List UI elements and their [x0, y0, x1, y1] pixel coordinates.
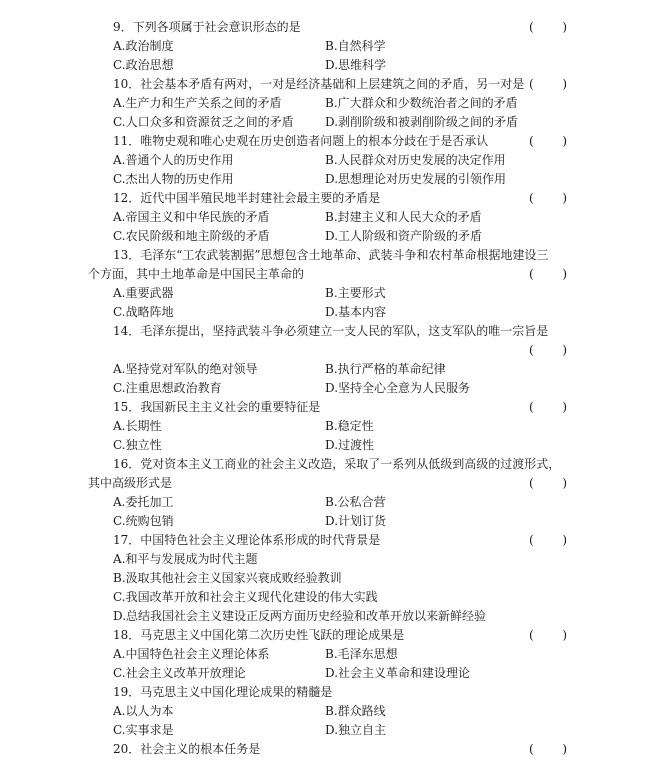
answer-blank[interactable]: ( ) [529, 628, 567, 642]
option-row [88, 37, 565, 56]
question-stem: 15．我国新民主主义社会的重要特征是 ( ) [88, 398, 565, 417]
question-stem: 14．毛泽东提出，坚持武装斗争必须建立一支人民的军队，这支军队的唯一宗旨是 [113, 324, 549, 338]
option-row [88, 588, 565, 607]
option-d[interactable]: D.坚持全心全意为人民服务 [325, 381, 471, 395]
option-row [88, 721, 565, 740]
answer-blank[interactable]: ( ) [529, 134, 567, 148]
question-stem: 19．马克思主义中国化理论成果的精髓是 [113, 685, 333, 699]
option-row [88, 379, 565, 398]
option-c[interactable]: C.战略阵地 [113, 305, 174, 319]
option-c[interactable]: C.实事求是 [113, 723, 174, 737]
option-b[interactable]: B.毛泽东思想 [325, 647, 398, 661]
option-a[interactable]: A.生产力和生产关系之间的矛盾 [113, 96, 282, 110]
option-c[interactable]: C.政治思想 [113, 58, 174, 72]
answer-blank[interactable]: ( ) [529, 476, 567, 490]
option-row [88, 113, 565, 132]
answer-blank[interactable]: ( ) [529, 77, 567, 91]
option-row [88, 56, 565, 75]
option-row [88, 607, 565, 626]
option-c[interactable]: C.统购包销 [113, 514, 174, 528]
option-b[interactable]: B.主要形式 [325, 286, 386, 300]
question-stem-continued: 其中高级形式是 ( ) [88, 474, 565, 493]
option-row [88, 284, 565, 303]
option-row [88, 436, 565, 455]
option-row [88, 664, 565, 683]
option-b[interactable]: B.公私合营 [325, 495, 386, 509]
option-c[interactable]: C.人口众多和资源贫乏之间的矛盾 [113, 115, 294, 129]
question-stem: 16．党对资本主义工商业的社会主义改造，采取了一系列从低级到高级的过渡形式， [113, 457, 561, 471]
option-a[interactable]: A.重要武器 [113, 286, 174, 300]
option-a[interactable]: A.坚持党对军队的绝对领导 [113, 362, 258, 376]
option-a[interactable]: A.中国特色社会主义理论体系 [113, 647, 270, 661]
question-stem: 13．毛泽东“工农武装割据”思想包含土地革命、武装斗争和农村革命根据地建设三 [113, 248, 549, 262]
option-row [88, 645, 565, 664]
option-d[interactable]: D.剥削阶级和被剥削阶级之间的矛盾 [325, 115, 519, 129]
option-d[interactable]: D.总结我国社会主义建设正反两方面历史经验和改革开放以来新鲜经验 [113, 609, 487, 623]
option-row [88, 569, 565, 588]
option-row [88, 94, 565, 113]
question-stem: 12．近代中国半殖民地半封建社会最主要的矛盾是 ( ) [88, 189, 565, 208]
option-a[interactable]: A.普通个人的历史作用 [113, 153, 234, 167]
option-d[interactable]: D.过渡性 [325, 438, 375, 452]
option-c[interactable]: C.注重思想政治教育 [113, 381, 222, 395]
option-row [88, 512, 565, 531]
question-stem-continued: 个方面，其中土地革命是中国民主革命的 ( ) [88, 265, 565, 284]
option-c[interactable]: C.杰出人物的历史作用 [113, 172, 234, 186]
option-d[interactable]: D.思想理论对历史发展的引领作用 [325, 172, 507, 186]
option-row [88, 227, 565, 246]
option-d[interactable]: D.社会主义革命和建设理论 [325, 666, 471, 680]
option-row [88, 493, 565, 512]
option-d[interactable]: D.独立自主 [325, 723, 387, 737]
option-a[interactable]: A.政治制度 [113, 39, 174, 53]
option-c[interactable]: C.独立性 [113, 438, 162, 452]
option-row [88, 702, 565, 721]
answer-blank[interactable]: ( ) [529, 742, 567, 756]
option-b[interactable]: B.执行严格的革命纪律 [325, 362, 446, 376]
option-c[interactable]: C.社会主义改革开放理论 [113, 666, 246, 680]
question-stem: 18．马克思主义中国化第二次历史性飞跃的理论成果是 ( ) [88, 626, 565, 645]
question-stem: 9．下列各项属于社会意识形态的是 ( ) [88, 18, 565, 37]
answer-blank[interactable]: ( ) [529, 20, 567, 34]
option-row [88, 417, 565, 436]
answer-blank-line [88, 341, 565, 360]
answer-blank[interactable]: ( ) [529, 533, 567, 547]
option-c[interactable]: C.农民阶级和地主阶级的矛盾 [113, 229, 270, 243]
answer-blank[interactable]: ( ) [529, 191, 567, 205]
question-stem: 20．社会主义的根本任务是 ( ) [88, 740, 565, 759]
option-d[interactable]: D.思维科学 [325, 58, 387, 72]
answer-blank[interactable]: ( ) [529, 267, 567, 281]
option-b[interactable]: B.人民群众对历史发展的决定作用 [325, 153, 506, 167]
option-b[interactable]: B.汲取其他社会主义国家兴衰成败经验教训 [113, 571, 342, 585]
option-a[interactable]: A.以人为本 [113, 704, 174, 718]
option-b[interactable]: B.群众路线 [325, 704, 386, 718]
option-c[interactable]: C.我国改革开放和社会主义现代化建设的伟大实践 [113, 590, 378, 604]
option-row [88, 208, 565, 227]
option-b[interactable]: B.自然科学 [325, 39, 386, 53]
question-stem: 17．中国特色社会主义理论体系形成的时代背景是 ( ) [88, 531, 565, 550]
answer-blank[interactable]: ( ) [529, 343, 567, 357]
option-row [88, 360, 565, 379]
option-d[interactable]: D.工人阶级和资产阶级的矛盾 [325, 229, 483, 243]
option-d[interactable]: D.计划订货 [325, 514, 387, 528]
option-row [88, 170, 565, 189]
option-b[interactable]: B.封建主义和人民大众的矛盾 [325, 210, 482, 224]
option-row [88, 303, 565, 322]
answer-blank[interactable]: ( ) [529, 400, 567, 414]
option-row [88, 550, 565, 569]
option-a[interactable]: A.帝国主义和中华民族的矛盾 [113, 210, 270, 224]
question-stem: 10．社会基本矛盾有两对，一对是经济基础和上层建筑之间的矛盾，另一对是 ( ) [88, 75, 565, 94]
question-stem: 11．唯物史观和唯心史观在历史创造者问题上的根本分歧在于是否承认 ( ) [88, 132, 565, 151]
option-a[interactable]: A.和平与发展成为时代主题 [113, 552, 258, 566]
option-b[interactable]: B.广大群众和少数统治者之间的矛盾 [325, 96, 518, 110]
option-a[interactable]: A.委托加工 [113, 495, 174, 509]
option-d[interactable]: D.基本内容 [325, 305, 387, 319]
option-a[interactable]: A.长期性 [113, 419, 162, 433]
option-row [88, 151, 565, 170]
option-b[interactable]: B.稳定性 [325, 419, 374, 433]
